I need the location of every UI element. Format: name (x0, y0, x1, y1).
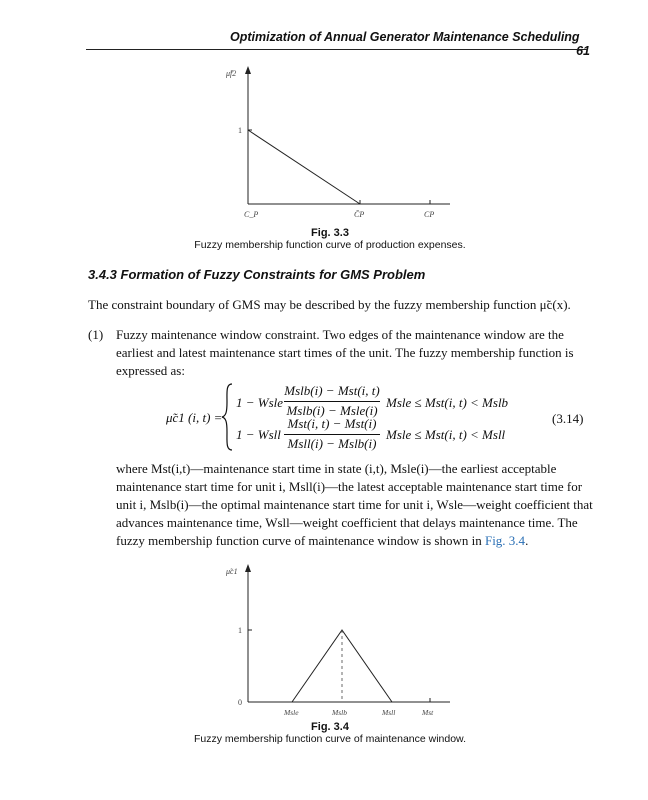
fig34-x-tick-label-1: Mslb (332, 708, 347, 717)
fig33-y-tick-label: 1 (238, 126, 242, 135)
equation-row1-condition: Msle ≤ Mst(i, t) < Mslb (386, 395, 509, 410)
figure-3-3-title: Fig. 3.3 (311, 227, 349, 239)
equation-row2-fraction-bar (284, 434, 380, 435)
fig34-x-tick-label-3: Mst (422, 708, 434, 717)
item-1-line-3: expressed as: (116, 363, 185, 378)
running-title: Optimization of Annual Generator Maintenance Scheduling (230, 30, 580, 44)
where-line-3: unit i, Mslb(i)—the optimal maintenance start time for unit i, Wsle—weight coefficient that (116, 497, 593, 512)
fig-3-4-link[interactable]: Fig. 3.4 (484, 533, 526, 548)
fig34-y-label: μ̃c1 (226, 567, 238, 576)
item-1-text (116, 326, 592, 380)
fig34-x-tick-label-0: Msle (284, 708, 299, 717)
equation-row1-denominator: Mslb(i) − Msle(i) (286, 403, 378, 418)
fig34-x-tick-label-2: Msll (382, 708, 396, 717)
fig34-y-arrow (245, 564, 251, 572)
figure-3-3-chart (200, 62, 460, 222)
fig33-y-arrow (245, 66, 251, 74)
fig33-x-tick-label-0: C_P (244, 210, 259, 219)
where-line-1: where Mst(i,t)—maintenance start time in state (i,t), Msle(i)—the earliest acceptable (116, 461, 557, 476)
equation-row2-numerator: Mst(i, t) − Mst(i) (287, 416, 377, 431)
item-1-line-1: Fuzzy maintenance window constraint. Two edges of the maintenance window are the (116, 327, 564, 342)
equation-row2-coef: 1 − Wsll (236, 427, 281, 442)
where-line-4: advances maintenance time, Wsll—weight coefficient that delays maintenance time. The (116, 515, 578, 530)
item-1-label: (1) (88, 327, 104, 342)
where-line-5-text: fuzzy membership function curve of maintenance window is shown in (116, 533, 485, 548)
section-heading: 3.4.3 Formation of Fuzzy Constraints for GMS Problem (88, 267, 426, 282)
fig33-x-tick-label-1: C̄P (354, 210, 365, 219)
intro-paragraph: The constraint boundary of GMS may be described by the fuzzy membership function μ̃c(x). (88, 297, 571, 312)
figure-3-4-chart (200, 560, 460, 720)
where-line-5 (116, 532, 596, 550)
running-head (230, 30, 590, 58)
equation-row1-fraction-bar (284, 401, 380, 402)
equation-lhs: μ̃c1 (i, t) = (166, 410, 223, 425)
figure-3-3-caption: Fuzzy membership function curve of production expenses. (194, 239, 466, 251)
fig34-y-tick-label-1: 1 (238, 626, 242, 635)
figure-3-4-caption: Fuzzy membership function curve of maintenance window. (194, 733, 466, 745)
fig33-series-line (248, 130, 360, 204)
fig33-x-tick-label-2: CP (424, 210, 435, 219)
header-rule (86, 49, 588, 50)
equation-number: (3.14) (552, 411, 584, 426)
equation-row1-coef: 1 − Wsle (236, 395, 284, 410)
equation-row2-condition: Msle ≤ Mst(i, t) < Msll (386, 427, 506, 442)
item-1-line-2: earliest and latest maintenance start times of the unit. The fuzzy membership function is (116, 345, 574, 360)
where-paragraph (116, 460, 596, 550)
fig34-y-tick-label-0: 0 (238, 698, 242, 707)
page-number: 61 (576, 44, 590, 58)
figure-3-4-title: Fig. 3.4 (311, 721, 349, 733)
equation-row1-numerator: Mslb(i) − Mst(i, t) (284, 383, 380, 398)
equation-brace (220, 382, 234, 452)
where-line-5-end: . (525, 533, 529, 548)
equation-row2-denominator: Msll(i) − Mslb(i) (287, 436, 377, 451)
fig33-y-label: μ̃f2 (226, 69, 237, 78)
where-line-2: maintenance start time for unit i, Msll(i)—the latest acceptable maintenance start time for (116, 479, 583, 494)
